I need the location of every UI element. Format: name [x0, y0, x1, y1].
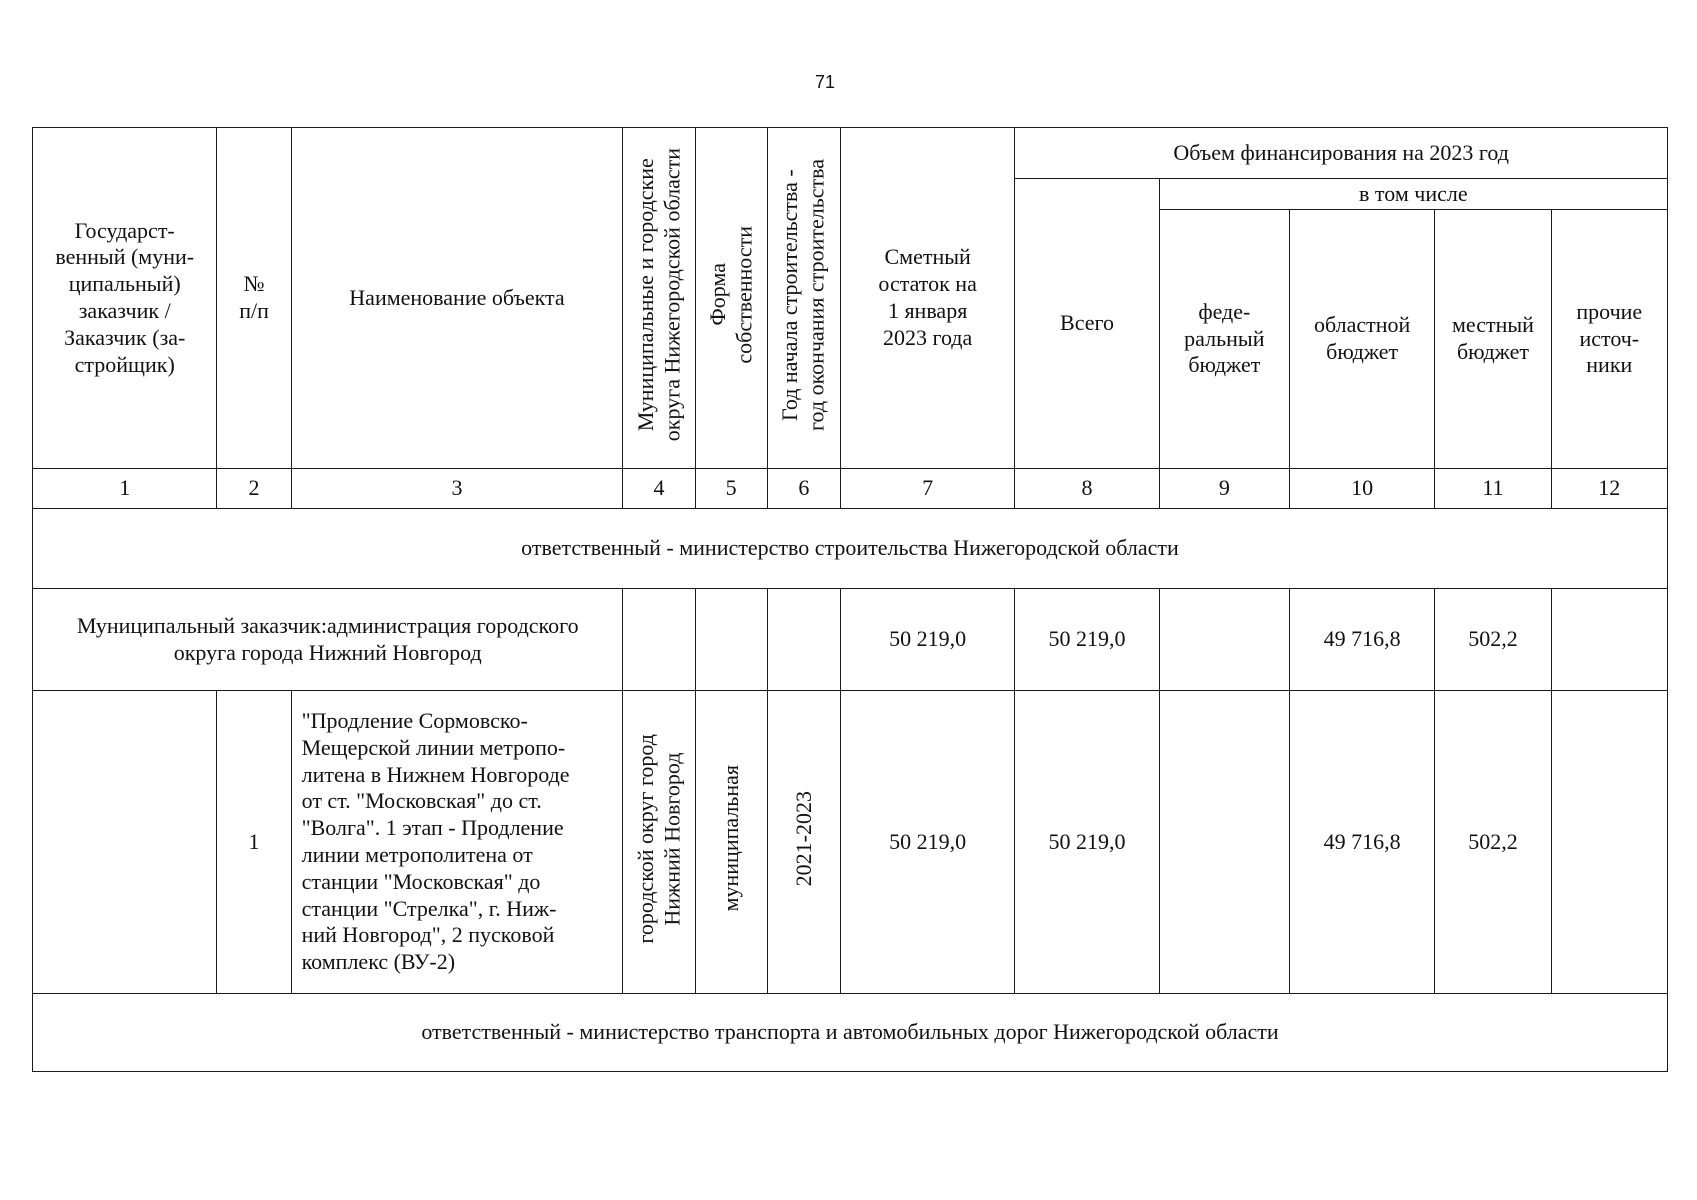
column-numbers-row: [33, 469, 1668, 509]
customer-row: [33, 589, 1668, 691]
federal-value: [1159, 589, 1289, 691]
header-item-number: № п/п: [217, 128, 291, 469]
object-years: 2021-2023: [790, 790, 816, 887]
empty-cell: [623, 589, 695, 691]
estimate-remainder-value: 50 219,0: [840, 589, 1014, 691]
column-number: 7: [840, 469, 1014, 509]
local-value: 502,2: [1435, 691, 1551, 994]
column-number: 2: [217, 469, 291, 509]
header-ownership: Форма собственности: [704, 225, 757, 364]
object-number: 1: [217, 691, 291, 994]
section-title: ответственный - министерство транспорта и автомобильных дорог Нижегородской области: [33, 994, 1668, 1072]
regional-value: 49 716,8: [1289, 691, 1434, 994]
header-estimate-remainder: Сметный остаток на 1 января 2023 года: [840, 128, 1014, 469]
column-number: 4: [623, 469, 695, 509]
column-number: 9: [1159, 469, 1289, 509]
column-number: 10: [1289, 469, 1434, 509]
header-customer: Государст- венный (муни- ципальный) заказчик / Заказчик (за- стройщик): [33, 128, 217, 469]
header-years-cell: [767, 128, 840, 469]
header-ownership-cell: [695, 128, 767, 469]
object-municipality-cell: [623, 691, 695, 994]
header-including: в том числе: [1159, 179, 1667, 210]
section-title: ответственный - министерство строительства Нижегородской области: [33, 509, 1668, 589]
header-regional-budget: областной бюджет: [1289, 210, 1434, 469]
estimate-remainder-value: 50 219,0: [840, 691, 1014, 994]
column-number: 6: [767, 469, 840, 509]
header-municipality-cell: [623, 128, 695, 469]
header-row-1: [33, 128, 1668, 179]
section-row-transport: [33, 994, 1668, 1072]
customer-name: Муниципальный заказчик:администрация городского округа города Нижний Новгород: [33, 589, 623, 691]
column-number: 8: [1015, 469, 1159, 509]
federal-value: [1159, 691, 1289, 994]
investment-program-table: [32, 127, 1668, 1072]
section-row-construction: [33, 509, 1668, 589]
local-value: 502,2: [1435, 589, 1551, 691]
column-number: 5: [695, 469, 767, 509]
page-number: 71: [814, 72, 836, 92]
total-value: 50 219,0: [1015, 589, 1159, 691]
header-other-sources: прочие источ- ники: [1551, 210, 1667, 469]
empty-cell: [695, 589, 767, 691]
regional-value: 49 716,8: [1289, 589, 1434, 691]
header-federal-budget: феде- ральный бюджет: [1159, 210, 1289, 469]
header-financing-group: Объем финансирования на 2023 год: [1015, 128, 1668, 179]
object-years-cell: [767, 691, 840, 994]
header-local-budget: местный бюджет: [1435, 210, 1551, 469]
object-customer: [33, 691, 217, 994]
object-row: [33, 691, 1668, 994]
object-name: "Продление Сормовско- Мещерской линии метропо- литена в Нижнем Новгороде от ст. "Московская" до ст. "Волга". 1 этап - Продление линии метрополитена от станции "Московская" до станции "Стрелка", г. Ниж- ний Новгород", 2 пусковой комплекс (ВУ-2): [291, 691, 623, 994]
column-number: 12: [1551, 469, 1667, 509]
column-number: 1: [33, 469, 217, 509]
empty-cell: [767, 589, 840, 691]
header-municipality: Муниципальные и городские округа Нижегородской области: [632, 147, 684, 442]
column-number: 11: [1435, 469, 1551, 509]
header-total: Всего: [1015, 179, 1159, 469]
other-value: [1551, 691, 1667, 994]
object-ownership: муниципальная: [717, 765, 743, 912]
object-municipality: городской округ город Нижний Новгород: [632, 733, 684, 944]
object-ownership-cell: [695, 691, 767, 994]
other-value: [1551, 589, 1667, 691]
header-years: Год начала строительства - год окончания строительства: [777, 158, 829, 431]
column-number: 3: [291, 469, 623, 509]
header-object-name: Наименование объекта: [291, 128, 623, 469]
total-value: 50 219,0: [1015, 691, 1159, 994]
